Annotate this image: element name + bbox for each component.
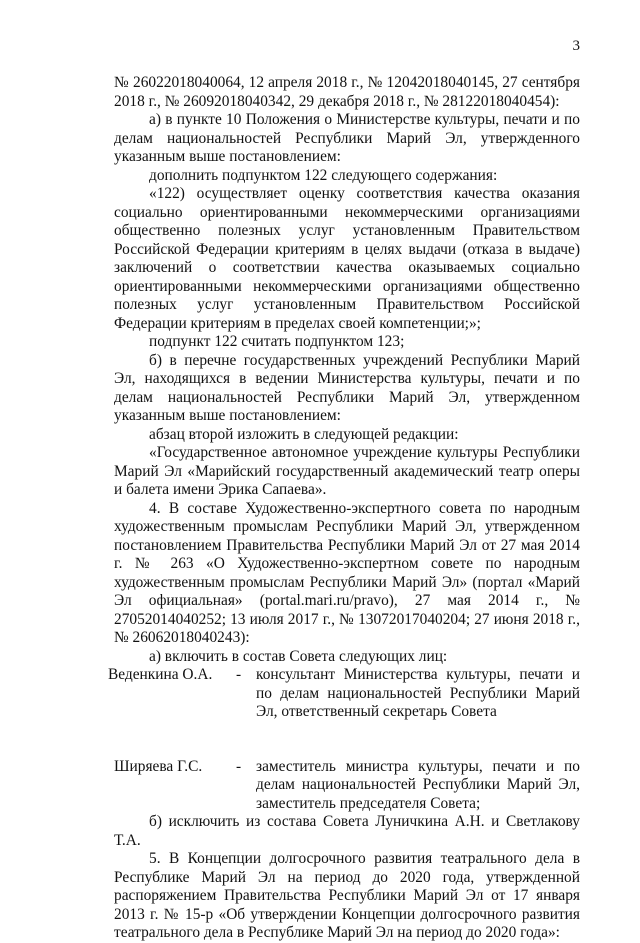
paragraph-references-continued: № 26022018040064, 12 апреля 2018 г., № 12042018040145, 27 сентября 2018 г., № 26092018040342, 29 декабря 2018 г., № 28122018040454): xyxy=(114,74,580,110)
document-body xyxy=(108,74,580,943)
member-row xyxy=(114,666,580,722)
paragraph-theatre-name: «Государственное автономное учреждение культуры Республики Марий Эл «Марийский государственный академический театр оперы и балета имени Эрика Сапаева». xyxy=(114,444,580,498)
paragraph-section-5: 5. В Концепции долгосрочного развития театрального дела в Республике Марий Эл на период до 2020 года, утвержденной распоряжением Правительства Республики Марий Эл от 17 января 2013 г. № 15-р «Об утверждении Концепции долгосрочного развития театрального дела в Республике Марий Эл на период до 2020 года»: xyxy=(114,850,580,941)
member-row xyxy=(114,758,580,814)
paragraph-add-subpoint: дополнить подпунктом 122 следующего содержания: xyxy=(149,166,498,184)
member-dash: - xyxy=(236,757,242,775)
paragraph-second-paragraph: абзац второй изложить в следующей редакции: xyxy=(149,425,459,443)
member-name: Ширяева Г.С. xyxy=(114,757,203,775)
paragraph-exclude-members: б) исключить из состава Совета Луничкина А.Н. и Светлакову Т.А. xyxy=(114,813,580,849)
paragraph-section-4: 4. В составе Художественно-экспертного совета по народным художественным промыслам Республики Марий Эл, утвержденном постановлением Правительства Республики Марий Эл от 27 мая 2014 г. № 263 «О Художественно-экспертном совете по народным художественным промыслам Республики Марий Эл» (портал «Марий Эл официальная» (portal.mari.ru/pravo), 27 мая 2014 г., № 27052014040252; 13 июля 2017 г., № 13072017040204; 27 июня 2018 г., № 26062018040243): xyxy=(114,499,580,646)
member-role: консультант Министерства культуры, печати и по делам национальностей Республики Марий Эл, ответственный секретарь Совета xyxy=(256,666,580,720)
page-number: 3 xyxy=(572,38,580,54)
member-role: заместитель министра культуры, печати и по делам национальностей Республики Марий Эл, заместитель председателя Совета; xyxy=(256,757,580,812)
council-members-table xyxy=(108,666,580,813)
paragraph-renumber: подпункт 122 считать подпунктом 123; xyxy=(149,333,405,350)
member-dash: - xyxy=(236,666,242,683)
paragraph-item-a-regulation: а) в пункте 10 Положения о Министерстве культуры, печати и по делам национальностей Республики Марий Эл, утвержденного указанным выше постановлением: xyxy=(114,111,580,165)
member-name: Веденкина О.А. xyxy=(108,666,213,683)
paragraph-item-b-institutions: б) в перечне государственных учреждений Республики Марий Эл, находящихся в ведении Министерства культуры, печати и по делам национальностей Республики Марий Эл, утвержденном указанным выше постановлением: xyxy=(114,351,580,424)
paragraph-include-members: а) включить в состав Совета следующих лиц: xyxy=(149,647,448,665)
paragraph-subpoint-122: «122) осуществляет оценку соответствия качества оказания социально ориентированными некоммерческими организациями общественно полезных услуг установленным Правительством Российской Федерации критериям в целях выдачи (отказа в выдаче) заключений о соответствии качества оказываемых социально ориентированными некоммерческими организациями общественно полезных услуг установленным Правительством Российской Федерации критериям в пределах своей компетенции;»; xyxy=(114,185,580,332)
